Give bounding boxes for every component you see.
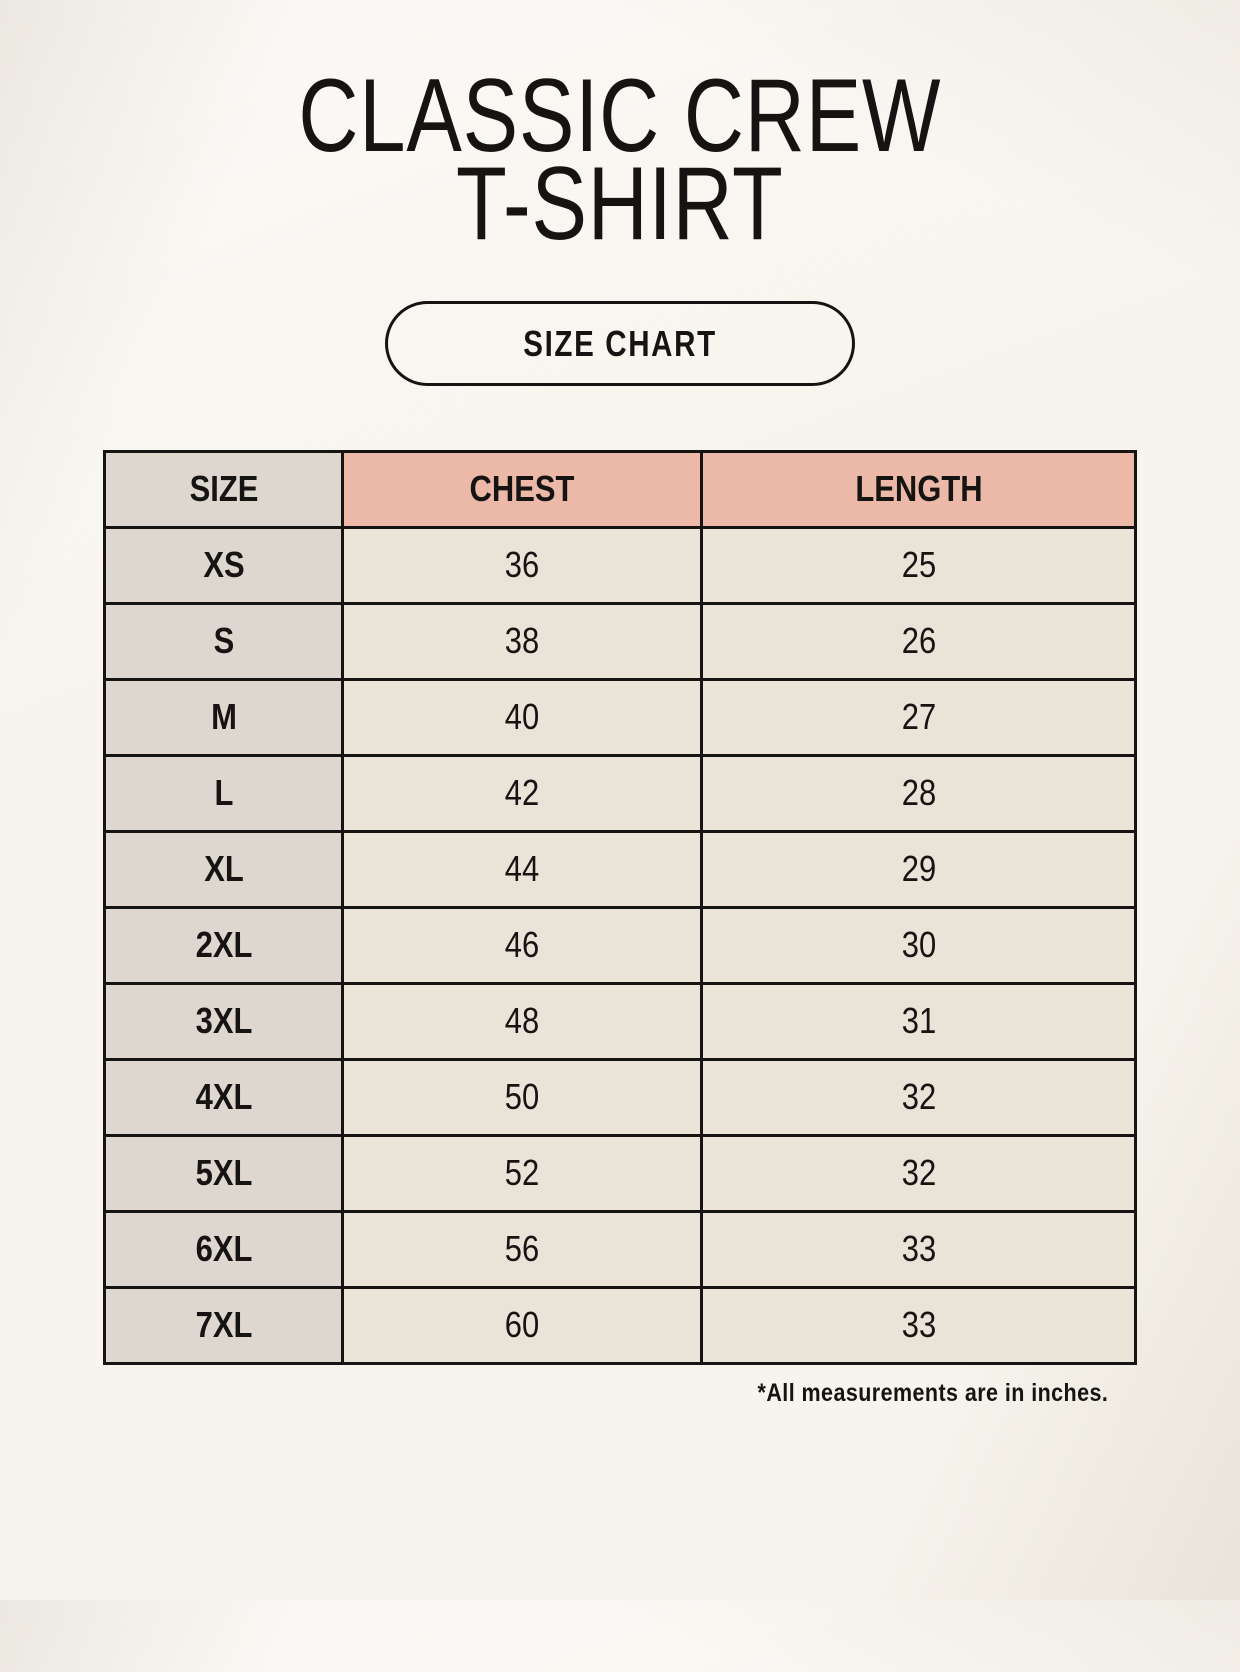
- length-cell: 26: [702, 603, 1136, 679]
- page-title-line-1: CLASSIC CREW: [298, 58, 942, 174]
- size-table-body: [105, 527, 1136, 1363]
- length-cell: 29: [702, 831, 1136, 907]
- length-cell: 31: [702, 983, 1136, 1059]
- chest-cell: 44: [343, 831, 702, 907]
- size-cell: 2XL: [105, 907, 343, 983]
- size-cell: 6XL: [105, 1211, 343, 1287]
- table-row: [105, 1287, 1136, 1363]
- table-row: [105, 679, 1136, 755]
- length-cell: 25: [702, 527, 1136, 603]
- size-cell: 7XL: [105, 1287, 343, 1363]
- size-cell: M: [105, 679, 343, 755]
- table-row: [105, 907, 1136, 983]
- length-cell: 32: [702, 1135, 1136, 1211]
- size-cell: S: [105, 603, 343, 679]
- page-title-line-2: T-SHIRT: [456, 146, 784, 263]
- table-row: [105, 603, 1136, 679]
- header-row: [105, 451, 1136, 527]
- size-chart-button-label: SIZE CHART: [523, 322, 717, 364]
- table-row: [105, 1135, 1136, 1211]
- measurements-note: *All measurements are in inches.: [757, 1378, 1109, 1407]
- header-chest: CHEST: [343, 451, 702, 527]
- table-row: [105, 983, 1136, 1059]
- table-row: [105, 527, 1136, 603]
- chest-cell: 38: [343, 603, 702, 679]
- size-table-header: [105, 451, 1136, 527]
- size-cell: XL: [105, 831, 343, 907]
- length-cell: 28: [702, 755, 1136, 831]
- page-background: [0, 58, 1240, 1672]
- table-row: [105, 831, 1136, 907]
- size-cell: XS: [105, 527, 343, 603]
- length-cell: 30: [702, 907, 1136, 983]
- chest-cell: 60: [343, 1287, 702, 1363]
- page-title: [0, 58, 1240, 263]
- chest-cell: 40: [343, 679, 702, 755]
- table-row: [105, 1211, 1136, 1287]
- chest-cell: 56: [343, 1211, 702, 1287]
- size-cell: 3XL: [105, 983, 343, 1059]
- length-cell: 33: [702, 1287, 1136, 1363]
- length-cell: 32: [702, 1059, 1136, 1135]
- size-chart-button[interactable]: [385, 301, 855, 386]
- chest-cell: 48: [343, 983, 702, 1059]
- size-cell: L: [105, 755, 343, 831]
- header-size: SIZE: [105, 451, 343, 527]
- size-cell: 4XL: [105, 1059, 343, 1135]
- chest-cell: 46: [343, 907, 702, 983]
- table-row: [105, 1059, 1136, 1135]
- chest-cell: 42: [343, 755, 702, 831]
- size-table: [103, 450, 1137, 1365]
- length-cell: 33: [702, 1211, 1136, 1287]
- length-cell: 27: [702, 679, 1136, 755]
- chest-cell: 50: [343, 1059, 702, 1135]
- size-cell: 5XL: [105, 1135, 343, 1211]
- table-row: [105, 755, 1136, 831]
- chest-cell: 52: [343, 1135, 702, 1211]
- button-row: [0, 301, 1240, 386]
- chest-cell: 36: [343, 527, 702, 603]
- header-length: LENGTH: [702, 451, 1136, 527]
